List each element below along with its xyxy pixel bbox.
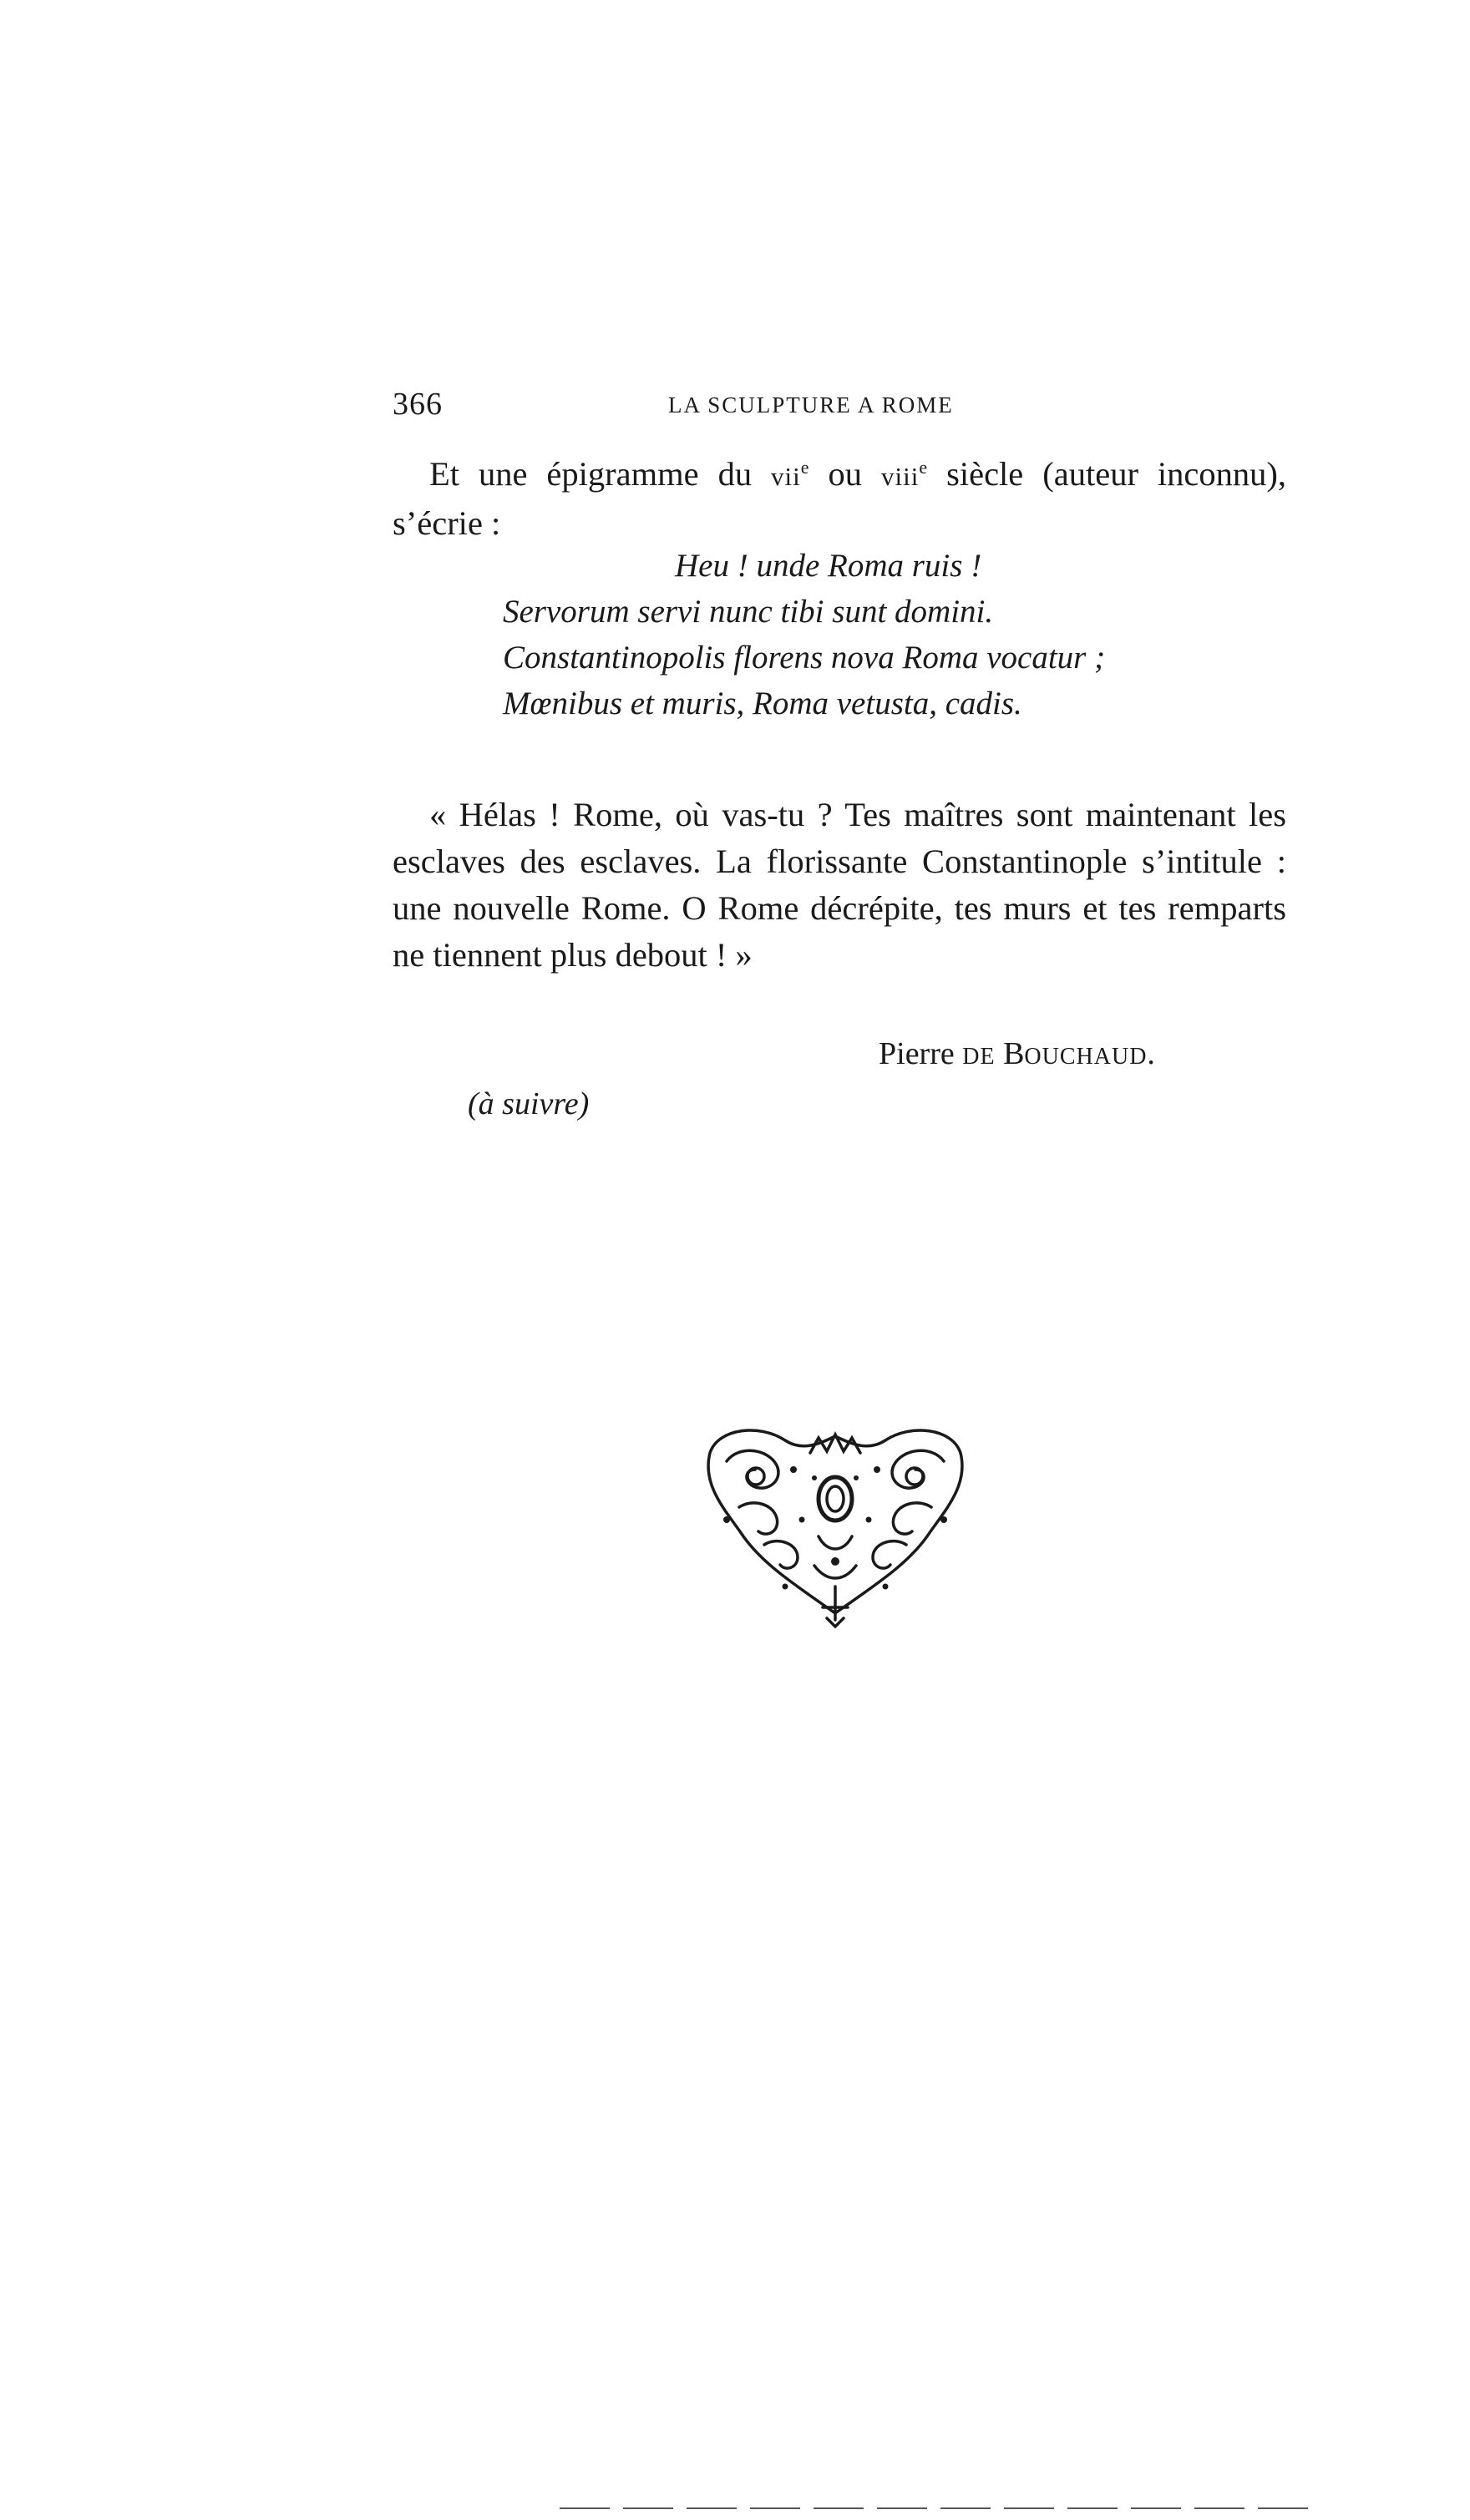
paragraph-intro: [393, 451, 1286, 547]
floral-ornament-icon: [693, 1419, 977, 1628]
century-numeral-8: viii: [881, 462, 920, 491]
author-surname-initial: B: [1003, 1036, 1025, 1071]
page-number: 366: [393, 387, 443, 422]
century-suffix-7: e: [800, 457, 809, 478]
verse-line: Constantinopolis florens nova Roma vocatur ;: [503, 640, 1106, 676]
verse-line: Mœnibus et muris, Roma vetusta, cadis.: [503, 686, 1022, 721]
page-header: [393, 386, 1286, 428]
author-particle: DE: [962, 1044, 996, 1070]
century-suffix-8: e: [919, 457, 928, 478]
latin-epigram: [503, 543, 1255, 726]
author-first-name: Pierre: [879, 1036, 963, 1071]
paragraph-intro-text-1: Et une épigramme du: [429, 455, 772, 493]
century-numeral-7: vii: [771, 462, 801, 491]
running-title: LA SCULPTURE A ROME: [668, 392, 954, 417]
author-signature-period: .: [1147, 1036, 1155, 1071]
verse-line: Servorum servi nunc tibi sunt domini.: [503, 594, 994, 630]
paragraph-intro-text-3: siècle (auteur inconnu), s’écrie :: [393, 455, 1286, 542]
bottom-edge-rule: [560, 2507, 1311, 2510]
to-be-continued: (à suivre): [468, 1086, 590, 1121]
paragraph-intro-text-2: ou: [808, 455, 881, 493]
paragraph-translation: « Hélas ! Rome, où vas-tu ? Tes maîtres sont maintenant les esclaves des esclaves. La florissante Constantinople s’intitule : une nouvelle Rome. O Rome décrépite, tes murs et tes remparts ne tiennent plus debout ! »: [393, 796, 1286, 974]
verse-line: Heu ! unde Roma ruis !: [675, 548, 982, 584]
author-signature: [879, 1035, 1155, 1072]
author-surname-rest: OUCHAUD: [1024, 1044, 1148, 1070]
